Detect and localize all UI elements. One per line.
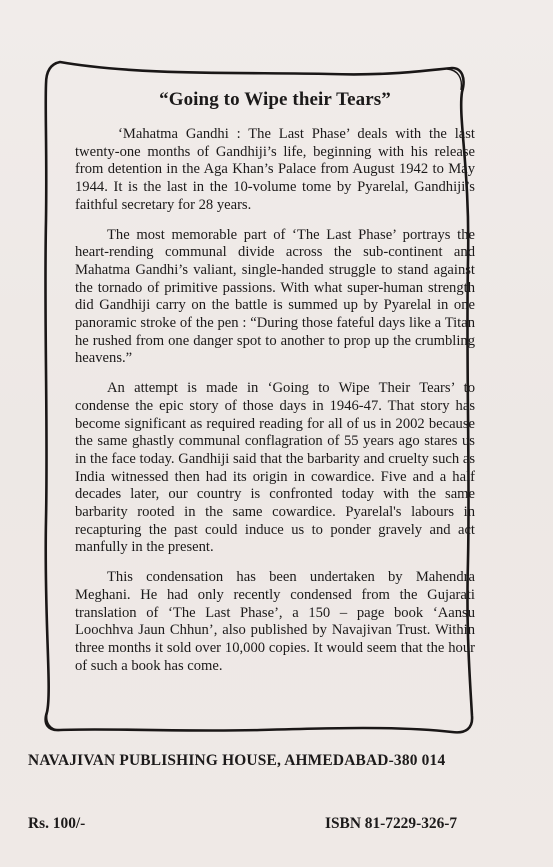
blurb-paragraph-1: ‘Mahatma Gandhi : The Last Phase’ deals with the last twenty-one months of Gandhiji’s life, beginning with his release from detention in the Aga Khan’s Palace from August 1942 to May 1944. It is the last in the 10-volume tome by Pyarelal, Gandhiji’s faithful secretary for 28 years. <box>75 126 475 213</box>
publisher-line: NAVAJIVAN PUBLISHING HOUSE, AHMEDABAD-380 014 <box>28 752 446 769</box>
book-title: “Going to Wipe their Tears” <box>159 89 391 110</box>
blurb-paragraph-4: This condensation has been undertaken by Mahendra Meghani. He had only recently condensed from the Gujarati translation of ‘The Last Phase’, a 150 – page book ‘Aansu Loochhva Jaun Chhun’, also published by Navajivan Trust. Within three months it sold over 10,000 copies. It would seem that the hour of such a book has come. <box>75 569 475 674</box>
isbn-label: ISBN 81-7229-326-7 <box>325 815 458 832</box>
blurb-paragraph-3: An attempt is made in ‘Going to Wipe Their Tears’ to condense the epic story of those days in 1946-47. That story has become significant as required reading for all of us in 2002 because the same ghastly communal conflagration of 55 years ago stares us in the face today. Gandhiji said that the barbarity and cruelty such as India witnessed then had its origin in cowardice. Five and a half decades later, our country is confronted today with the same barbarity rooted in the same cowardice. Pyarelal's labours in recapturing the past could induce us to ponder gravely and act manfully in the present. <box>75 380 475 556</box>
blurb-content <box>75 88 475 687</box>
price-label: Rs. 100/- <box>28 815 86 832</box>
blurb-paragraph-2: The most memorable part of ‘The Last Phase’ portrays the heart-rending communal divide across the sub-continent and Mahatma Gandhi’s valiant, single-handed struggle to stand against the tornado of primitive passions. With what super-human strength did Gandhiji carry on the battle is summed up by Pyarelal in one panoramic stroke of the pen : “During those fateful days like a Titan he rushed from one danger spot to another to prop up the crumbling heavens.” <box>75 226 475 367</box>
